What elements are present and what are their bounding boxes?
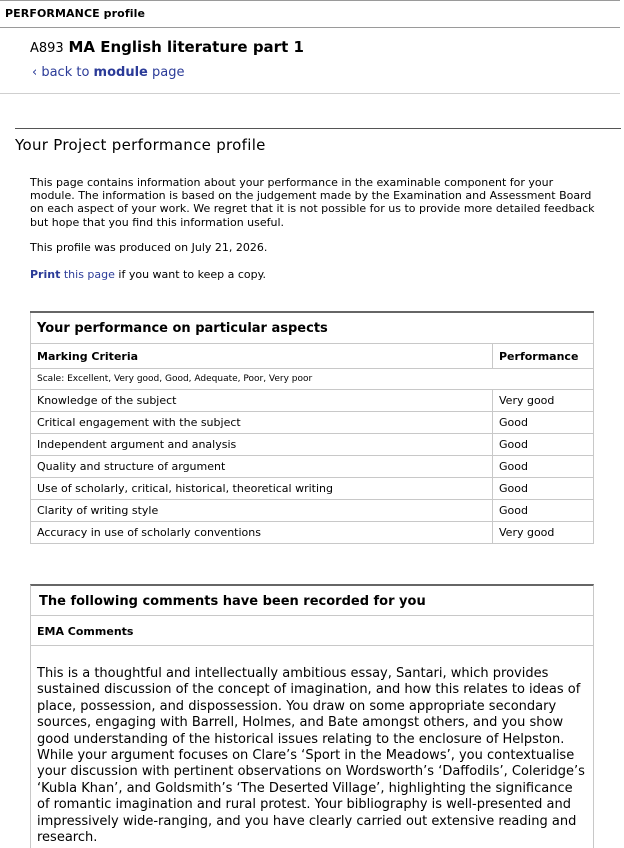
produced-date-text: This profile was produced on July 21, 2026. <box>30 241 268 254</box>
rating-cell: Good <box>493 412 594 434</box>
criterion-cell: Critical engagement with the subject <box>31 412 493 434</box>
rating-cell: Good <box>493 478 594 500</box>
divider-top <box>0 93 620 94</box>
criterion-cell: Independent argument and analysis <box>31 434 493 456</box>
scale-row <box>31 369 594 390</box>
table-row <box>31 522 594 544</box>
criterion-cell: Clarity of writing style <box>31 500 493 522</box>
criterion-cell: Accuracy in use of scholarly conventions <box>31 522 493 544</box>
criterion-cell: Knowledge of the subject <box>31 390 493 412</box>
comments-text: This is a thoughtful and intellectually ambitious essay, Santari, which provides sustained discussion of the concept of imagination, and how this relates to ideas of place, possession, and dispossession. You draw on some appropriate secondary sources, engaging with Barrell, Holmes, and Bate amongst others, and you show good understanding of the historical issues relating to the enclosure of Helpston. While your argument focuses on Clare’s ‘Sport in the Meadows’, you contextualise your discussion with pertinent observations on Wordsworth’s ‘Daffodils’, Coleridge’s ‘Kubla Khan’, and Goldsmith’s ‘The Deserted Village’, highlighting the significance of romantic imagination and rural protest. Your bibliography is well-presented and impressively wide-ranging, and you have clearly carried out extensive reading and research. <box>37 666 585 846</box>
back-link-prefix: ‹ back to <box>32 65 94 80</box>
table-row <box>31 434 594 456</box>
criterion-cell: Quality and structure of argument <box>31 456 493 478</box>
back-link-bold: module <box>93 65 148 80</box>
column-header-criteria: Marking Criteria <box>31 344 493 369</box>
rating-cell: Very good <box>493 390 594 412</box>
page-header-bar <box>0 0 620 28</box>
print-suffix: if you want to keep a copy. <box>114 268 267 281</box>
print-link-text: this page <box>60 268 115 281</box>
module-title <box>30 38 304 56</box>
comments-title: The following comments have been recorded for you <box>31 586 593 616</box>
table-row <box>31 500 594 522</box>
table-row <box>31 478 594 500</box>
table-row <box>31 390 594 412</box>
intro-paragraph: This page contains information about your performance in the examinable component for your module. The information is based on the judgement made by the Examination and Assessment Board on each aspect of your work. We regret that it is not possible for us to provide more detailed feedback but hope that you find this information useful. <box>30 176 595 229</box>
comments-heading: EMA Comments <box>31 616 593 646</box>
print-line <box>30 268 266 281</box>
divider-section <box>15 128 621 129</box>
performance-caption-row <box>31 313 594 344</box>
column-header-performance: Performance <box>493 344 594 369</box>
criterion-cell: Use of scholarly, critical, historical, theoretical writing <box>31 478 493 500</box>
table-row <box>31 412 594 434</box>
rating-cell: Very good <box>493 522 594 544</box>
performance-header-row <box>31 344 594 369</box>
module-name: MA English literature part 1 <box>68 38 304 56</box>
back-to-module-link[interactable] <box>32 65 184 80</box>
page-header-title: PERFORMANCE profile <box>5 7 146 20</box>
module-code: A893 <box>30 41 64 56</box>
performance-table <box>30 313 594 544</box>
performance-box <box>30 311 594 544</box>
print-link-bold: Print <box>30 268 61 281</box>
rating-cell: Good <box>493 434 594 456</box>
scale-text: Scale: Excellent, Very good, Good, Adequate, Poor, Very poor <box>31 369 594 390</box>
performance-title: Your performance on particular aspects <box>31 313 594 344</box>
print-link[interactable] <box>30 268 115 281</box>
table-row <box>31 456 594 478</box>
section-title: Your Project performance profile <box>15 136 266 154</box>
comments-box <box>30 584 594 848</box>
rating-cell: Good <box>493 500 594 522</box>
back-link-suffix: page <box>147 65 185 80</box>
rating-cell: Good <box>493 456 594 478</box>
